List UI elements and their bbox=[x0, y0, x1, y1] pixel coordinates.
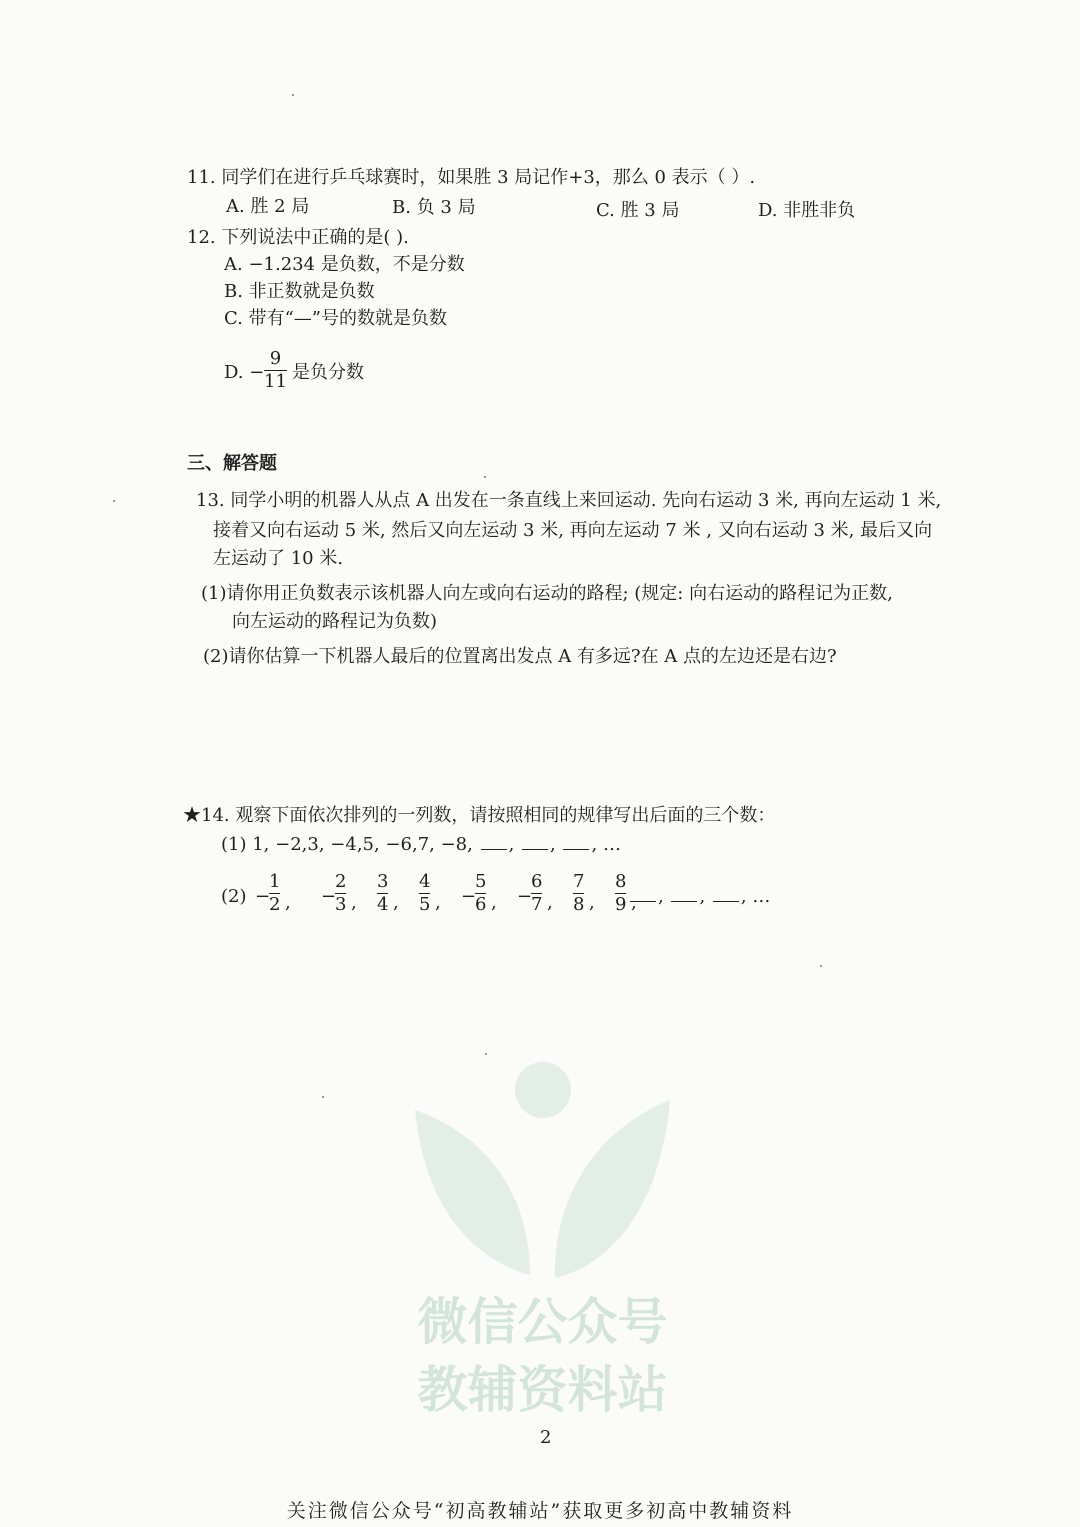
fraction-numerator: 5 bbox=[475, 871, 487, 892]
q13-sub2: (2)请你估算一下机器人最后的位置离出发点 A 有多远?在 A 点的左边还是右边? bbox=[203, 646, 837, 667]
scan-speck bbox=[820, 965, 822, 967]
fraction-numerator: 9 bbox=[269, 348, 282, 369]
fraction-numerator: 1 bbox=[269, 871, 281, 892]
fraction-denominator: 8 bbox=[573, 894, 585, 915]
q11-option-a: A. 胜 2 局 bbox=[226, 196, 310, 217]
fraction-sign: − bbox=[255, 886, 271, 907]
fraction-numerator: 2 bbox=[335, 871, 347, 892]
fraction-denominator: 2 bbox=[269, 894, 281, 915]
q12-option-c: C. 带有“—”号的数就是负数 bbox=[224, 308, 447, 329]
answer-blank[interactable] bbox=[522, 835, 548, 850]
fraction-numerator: 3 bbox=[377, 871, 389, 892]
sequence-fraction bbox=[377, 872, 388, 915]
sequence-fraction bbox=[475, 872, 486, 915]
fraction-sign: − bbox=[461, 886, 477, 907]
q12-option-b: B. 非正数就是负数 bbox=[224, 281, 375, 302]
seq1-label: (1) bbox=[221, 834, 247, 855]
section-title: 三、解答题 bbox=[187, 453, 277, 474]
fraction-numerator: 6 bbox=[531, 871, 543, 892]
q11-option-d: D. 非胜非负 bbox=[758, 200, 856, 221]
seq2-label: (2) bbox=[221, 886, 247, 907]
fraction-denominator: 7 bbox=[531, 894, 543, 915]
sequence-fraction bbox=[419, 872, 430, 915]
q13-line3: 左运动了 10 米. bbox=[213, 548, 344, 569]
q13-line2: 接着又向右运动 5 米, 然后又向左运动 3 米, 再向左运动 7 米 , 又向右运动 3 米, 最后又向 bbox=[213, 520, 933, 541]
sequence-fraction bbox=[531, 872, 542, 915]
leaf-logo-icon bbox=[405, 1060, 680, 1310]
answer-blank[interactable] bbox=[630, 887, 656, 902]
q13-line1: 13. 同学小明的机器人从点 A 出发在一条直线上来回运动. 先向右运动 3 米, 再向左运动 1 米, bbox=[196, 490, 942, 511]
scan-speck bbox=[484, 476, 486, 478]
seq2-ellipsis: … bbox=[752, 886, 771, 907]
answer-blank[interactable] bbox=[713, 887, 739, 902]
q14-stem: ★14. 观察下面依次排列的一列数，请按照相同的规律写出后面的三个数： bbox=[183, 805, 776, 826]
fraction-denominator: 6 bbox=[475, 894, 487, 915]
fraction-denominator: 11 bbox=[264, 371, 287, 392]
watermark-line2: 教辅资料站 bbox=[417, 1361, 668, 1419]
q13-sub1-line2: 向左运动的路程记为负数) bbox=[232, 611, 438, 632]
comma: , bbox=[435, 892, 441, 913]
comma: , bbox=[351, 892, 357, 913]
fraction-denominator: 5 bbox=[419, 894, 431, 915]
scan-speck bbox=[322, 1096, 324, 1098]
q12-stem: 12. 下列说法中正确的是( ). bbox=[187, 227, 409, 248]
comma: , bbox=[285, 892, 291, 913]
q11-option-c: C. 胜 3 局 bbox=[596, 200, 680, 221]
answer-blank[interactable] bbox=[563, 835, 589, 850]
sequence-fraction bbox=[615, 872, 626, 915]
q12-option-a: A. −1.234 是负数，不是分数 bbox=[224, 254, 465, 275]
comma: , bbox=[393, 892, 399, 913]
seq1-ellipsis: … bbox=[602, 834, 621, 855]
answer-blank[interactable] bbox=[671, 887, 697, 902]
sequence-fraction bbox=[335, 872, 346, 915]
q12-option-d-suffix: 是负分数 bbox=[292, 362, 364, 383]
scan-speck bbox=[292, 94, 294, 96]
sequence-fraction bbox=[573, 872, 584, 915]
seq1-terms: 1, −2,3, −4,5, −6,7, −8, bbox=[252, 834, 473, 855]
fraction-sign: − bbox=[321, 886, 337, 907]
fraction-denominator: 3 bbox=[335, 894, 347, 915]
fraction-denominator: 4 bbox=[377, 894, 389, 915]
q11-stem: 11. 同学们在进行乒乓球赛时，如果胜 3 局记作+3，那么 0 表示（ ）. bbox=[187, 167, 756, 188]
fraction-numerator: 7 bbox=[573, 871, 585, 892]
comma: , bbox=[631, 892, 637, 913]
q12-option-d-fraction bbox=[264, 349, 287, 392]
scan-speck bbox=[485, 1053, 487, 1055]
q14-sequence-1: (1) 1, −2,3, −4,5, −6,7, −8, , , , … bbox=[221, 834, 621, 855]
q13-sub1-line1: (1)请你用正负数表示该机器人向左或向右运动的路程; (规定: 向右运动的路程记为正数, bbox=[201, 583, 893, 604]
comma: , bbox=[547, 892, 553, 913]
sequence-fraction bbox=[269, 872, 280, 915]
fraction-numerator: 4 bbox=[419, 871, 431, 892]
page-number: 2 bbox=[540, 1427, 552, 1448]
answer-blank[interactable] bbox=[481, 835, 507, 850]
watermark-line1: 微信公众号 bbox=[417, 1293, 668, 1351]
q11-option-b: B. 负 3 局 bbox=[392, 197, 476, 218]
fraction-numerator: 8 bbox=[615, 871, 627, 892]
watermark bbox=[405, 1060, 680, 1420]
scan-speck bbox=[113, 500, 115, 502]
q12-option-d-prefix: D. − bbox=[224, 362, 265, 383]
fraction-denominator: 9 bbox=[615, 894, 627, 915]
comma: , bbox=[589, 892, 595, 913]
fraction-sign: − bbox=[517, 886, 533, 907]
seq2-blanks: , , , … bbox=[628, 886, 770, 908]
footer-text: 关注微信公众号“初高教辅站”获取更多初高中教辅资料 bbox=[286, 1500, 794, 1522]
comma: , bbox=[491, 892, 497, 913]
